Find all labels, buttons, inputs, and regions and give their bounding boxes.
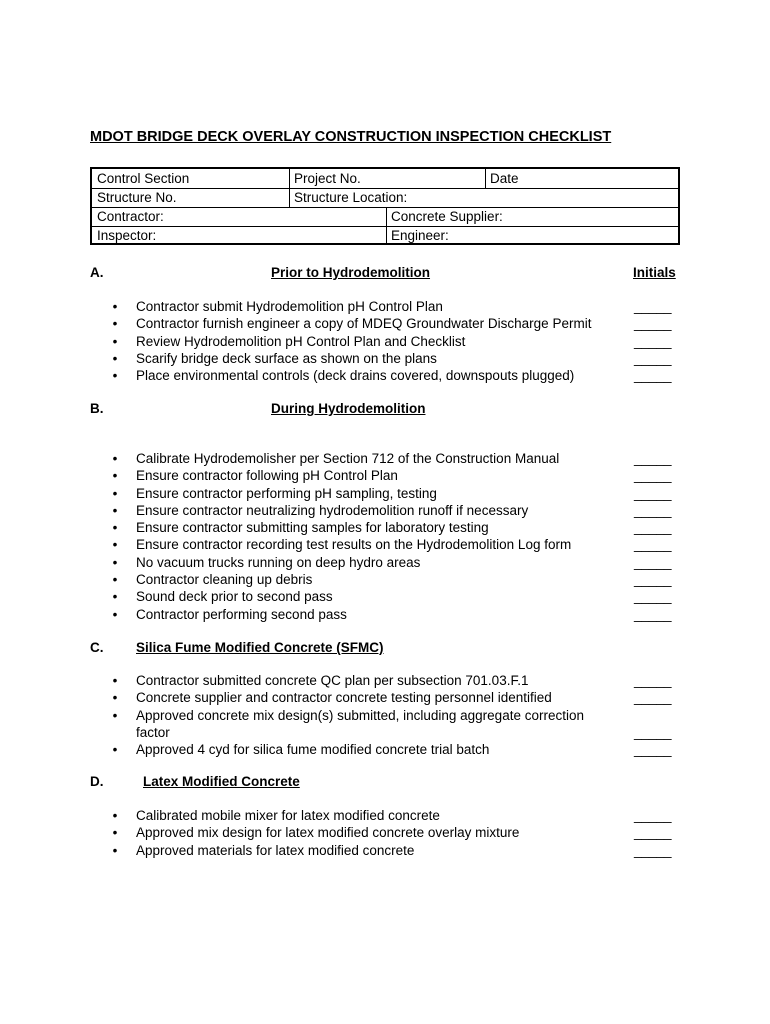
initials-blank[interactable]: _____ bbox=[634, 316, 672, 332]
list-item bbox=[108, 707, 683, 742]
item-text: Place environmental controls (deck drains covered, downspouts plugged) bbox=[136, 368, 575, 384]
item-text: Scarify bridge deck surface as shown on the plans bbox=[136, 350, 437, 366]
list-item bbox=[108, 519, 683, 536]
list-item bbox=[108, 606, 683, 623]
section-title: Latex Modified Concrete bbox=[143, 774, 300, 789]
bullet-icon: • bbox=[112, 572, 118, 588]
initials-blank[interactable]: _____ bbox=[634, 606, 672, 622]
structure-location-cell: Structure Location: bbox=[294, 190, 408, 205]
section-title: Prior to Hydrodemolition bbox=[271, 265, 431, 280]
item-text: Ensure contractor performing pH sampling, testing bbox=[136, 485, 437, 501]
item-text: Approved 4 cyd for silica fume modified concrete trial batch bbox=[136, 742, 490, 758]
initials-blank[interactable]: _____ bbox=[634, 842, 672, 858]
initials-blank[interactable]: _____ bbox=[634, 537, 672, 553]
checklist-items bbox=[108, 672, 683, 758]
bullet-icon: • bbox=[112, 368, 118, 384]
item-text: Review Hydrodemolition pH Control Plan and Checklist bbox=[136, 333, 466, 349]
item-text: Concrete supplier and contractor concrete testing personnel identified bbox=[136, 690, 552, 706]
section-title: Silica Fume Modified Concrete (SFMC) bbox=[136, 640, 384, 655]
list-item bbox=[108, 536, 683, 553]
bullet-icon: • bbox=[112, 502, 118, 518]
initials-blank[interactable]: _____ bbox=[634, 520, 672, 536]
bullet-icon: • bbox=[112, 537, 118, 553]
item-text: Calibrate Hydrodemolisher per Section 712 of the Construction Manual bbox=[136, 451, 560, 466]
list-item bbox=[108, 467, 683, 484]
item-text: Contractor submit Hydrodemolition pH Control Plan bbox=[136, 299, 443, 314]
checklist-items bbox=[108, 807, 683, 859]
control-section-cell: Control Section bbox=[97, 171, 190, 186]
item-text: Approved concrete mix design(s) submitted, including aggregate correction factor bbox=[136, 707, 584, 740]
initials-blank[interactable]: _____ bbox=[634, 485, 672, 501]
section-title: During Hydrodemolition bbox=[271, 401, 426, 416]
item-text: Ensure contractor recording test results on the Hydrodemolition Log form bbox=[136, 537, 572, 553]
item-text: Sound deck prior to second pass bbox=[136, 589, 333, 605]
list-item bbox=[108, 367, 683, 384]
initials-blank[interactable]: _____ bbox=[634, 572, 672, 588]
bullet-icon: • bbox=[112, 825, 118, 841]
initials-header: Initials bbox=[633, 265, 676, 280]
bullet-icon: • bbox=[112, 554, 118, 570]
initials-blank[interactable]: _____ bbox=[634, 724, 672, 740]
bullet-icon: • bbox=[112, 316, 118, 332]
initials-blank[interactable]: _____ bbox=[634, 589, 672, 605]
list-item bbox=[108, 315, 683, 332]
list-item bbox=[108, 554, 683, 571]
bullet-icon: • bbox=[112, 468, 118, 484]
item-text: Ensure contractor submitting samples for laboratory testing bbox=[136, 520, 489, 536]
initials-blank[interactable]: _____ bbox=[634, 468, 672, 484]
bullet-icon: • bbox=[112, 606, 118, 622]
project-no-cell: Project No. bbox=[294, 171, 361, 186]
item-text: Contractor furnish engineer a copy of MDEQ Groundwater Discharge Permit bbox=[136, 316, 592, 332]
initials-blank[interactable]: _____ bbox=[634, 451, 672, 466]
initials-blank[interactable]: _____ bbox=[634, 690, 672, 706]
initials-blank[interactable]: _____ bbox=[634, 742, 672, 758]
row-divider bbox=[92, 226, 678, 227]
list-item bbox=[108, 485, 683, 502]
initials-blank[interactable]: _____ bbox=[634, 554, 672, 570]
initials-blank[interactable]: _____ bbox=[634, 502, 672, 518]
bullet-icon: • bbox=[112, 333, 118, 349]
list-item bbox=[108, 588, 683, 605]
header-info-table bbox=[90, 167, 680, 245]
list-item bbox=[108, 571, 683, 588]
bullet-icon: • bbox=[112, 842, 118, 858]
item-text: Ensure contractor neutralizing hydrodemolition runoff if necessary bbox=[136, 502, 529, 518]
list-item bbox=[108, 502, 683, 519]
section-letter: D. bbox=[90, 774, 104, 789]
item-text: Ensure contractor following pH Control Plan bbox=[136, 468, 398, 484]
bullet-icon: • bbox=[112, 742, 118, 758]
list-item bbox=[108, 741, 683, 758]
bullet-icon: • bbox=[112, 299, 118, 314]
initials-blank[interactable]: _____ bbox=[634, 333, 672, 349]
initials-blank[interactable]: _____ bbox=[634, 299, 672, 314]
checklist-items bbox=[108, 298, 683, 384]
list-item bbox=[108, 824, 683, 841]
list-item bbox=[108, 350, 683, 367]
initials-blank[interactable]: _____ bbox=[634, 368, 672, 384]
concrete-supplier-cell: Concrete Supplier: bbox=[391, 209, 503, 224]
contractor-cell: Contractor: bbox=[97, 209, 164, 224]
item-text: Contractor cleaning up debris bbox=[136, 572, 313, 588]
bullet-icon: • bbox=[112, 350, 118, 366]
item-text: Approved mix design for latex modified concrete overlay mixture bbox=[136, 825, 520, 841]
initials-blank[interactable]: _____ bbox=[634, 808, 672, 823]
list-item bbox=[108, 333, 683, 350]
initials-blank[interactable]: _____ bbox=[634, 673, 672, 688]
checklist-items bbox=[108, 450, 683, 623]
list-item bbox=[108, 689, 683, 706]
bullet-icon: • bbox=[112, 520, 118, 536]
structure-no-cell: Structure No. bbox=[97, 190, 177, 205]
list-item bbox=[108, 672, 683, 689]
item-text: No vacuum trucks running on deep hydro areas bbox=[136, 554, 421, 570]
list-item bbox=[108, 298, 683, 315]
row-divider bbox=[92, 207, 678, 208]
bullet-icon: • bbox=[112, 673, 118, 688]
bullet-icon: • bbox=[112, 485, 118, 501]
document-title: MDOT BRIDGE DECK OVERLAY CONSTRUCTION INSPECTION CHECKLIST bbox=[90, 129, 612, 145]
bullet-icon: • bbox=[112, 589, 118, 605]
item-text: Contractor performing second pass bbox=[136, 606, 347, 622]
initials-blank[interactable]: _____ bbox=[634, 350, 672, 366]
list-item bbox=[108, 807, 683, 824]
initials-blank[interactable]: _____ bbox=[634, 825, 672, 841]
list-item bbox=[108, 842, 683, 859]
item-text: Calibrated mobile mixer for latex modified concrete bbox=[136, 808, 440, 823]
bullet-icon: • bbox=[112, 707, 118, 723]
bullet-icon: • bbox=[112, 808, 118, 823]
section-letter: B. bbox=[90, 401, 104, 416]
bullet-icon: • bbox=[112, 690, 118, 706]
inspector-cell: Inspector: bbox=[97, 228, 157, 243]
section-letter: A. bbox=[90, 265, 104, 280]
list-item bbox=[108, 450, 683, 467]
section-letter: C. bbox=[90, 640, 104, 655]
item-text: Approved materials for latex modified concrete bbox=[136, 842, 415, 858]
item-text: Contractor submitted concrete QC plan per subsection 701.03.F.1 bbox=[136, 673, 529, 688]
date-cell: Date bbox=[490, 171, 519, 186]
engineer-cell: Engineer: bbox=[391, 228, 449, 243]
bullet-icon: • bbox=[112, 451, 118, 466]
